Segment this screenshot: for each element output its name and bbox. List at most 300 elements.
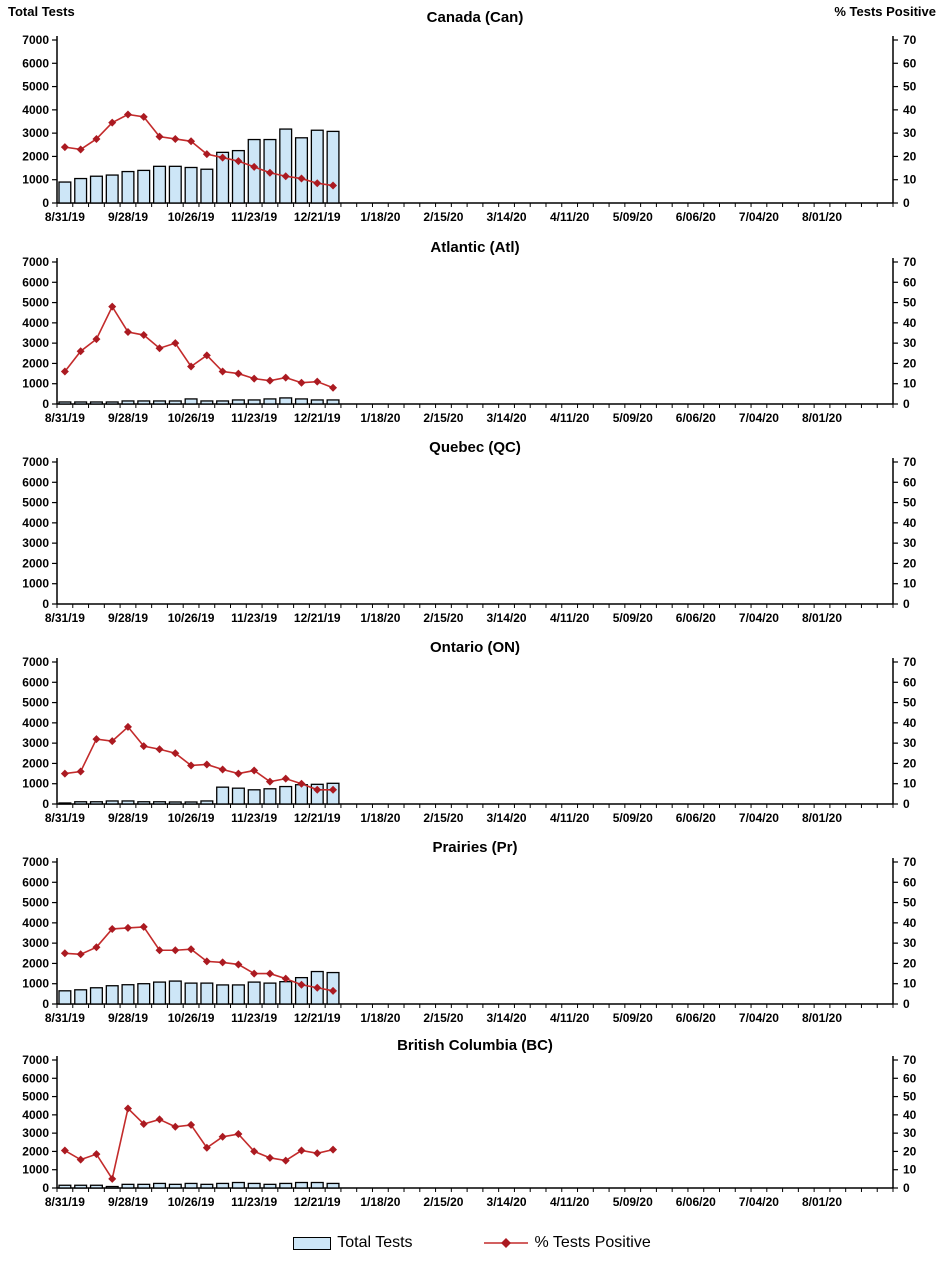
x-axis-tick-label: 10/26/19 [167,210,215,224]
left-axis-tick-label: 5000 [22,695,49,710]
x-axis-tick-label: 11/23/19 [231,1195,278,1209]
left-axis-tick-label: 7000 [22,33,49,47]
total-tests-bar [91,402,103,404]
total-tests-bar [138,984,150,1004]
total-tests-bar [59,991,71,1004]
x-axis-tick-label: 9/28/19 [107,611,149,625]
total-tests-bar [154,1183,166,1188]
x-axis-tick-label: 6/06/20 [675,611,716,625]
right-axis-tick-label: 20 [903,556,917,571]
total-tests-bar [280,398,292,404]
left-axis-tick-label: 1000 [22,776,49,791]
chart-atlantic [0,232,944,432]
total-tests-bar [138,170,150,203]
right-axis-tick-label: 60 [903,675,917,690]
pct-positive-marker [61,949,69,957]
right-axis-tick-label: 10 [903,376,917,391]
chart-canvas-canada [0,0,944,232]
left-axis-tick-label: 0 [42,997,49,1011]
x-axis-tick-label: 8/31/19 [44,611,85,625]
total-tests-bar [264,983,276,1004]
total-tests-bar [248,140,260,203]
total-tests-bar [75,802,87,804]
right-axis-tick-label: 30 [903,336,917,351]
pct-positive-marker [250,970,258,978]
pct-positive-marker [77,1156,85,1164]
total-tests-bar [169,401,181,404]
pct-positive-marker [313,378,321,386]
right-axis-tick-label: 40 [903,915,917,930]
left-axis-tick-label: 4000 [22,1107,49,1122]
left-axis-tick-label: 2000 [22,1144,49,1159]
right-axis-tick-label: 70 [903,855,917,869]
x-axis-tick-label: 12/21/19 [293,1195,341,1209]
right-axis-tick-label: 20 [903,1144,917,1159]
right-axis-tick-label: 40 [903,715,917,730]
x-axis-tick-label: 11/23/19 [231,210,278,224]
left-axis-tick-label: 1000 [22,376,49,391]
x-axis-tick-label: 8/31/19 [44,811,85,825]
right-axis-tick-label: 40 [903,1107,917,1122]
total-tests-bar [75,402,87,404]
pct-positive-marker [61,1147,69,1155]
right-axis-tick-label: 70 [903,255,917,269]
x-axis-tick-label: 7/04/20 [738,811,779,825]
pct-positive-swatch-canvas [483,1237,529,1249]
x-axis-tick-label: 3/14/20 [486,611,527,625]
right-axis-tick-label: 30 [903,1126,917,1141]
left-axis-tick-label: 0 [42,397,49,411]
pct-positive-marker [156,1115,164,1123]
total-tests-bar [91,988,103,1004]
total-tests-bar [327,1183,339,1188]
left-axis-tick-label: 3000 [22,336,49,351]
total-tests-bar [91,176,103,203]
x-axis-tick-label: 12/21/19 [293,611,341,625]
left-axis-tick-label: 2000 [22,149,49,164]
left-axis-tick-label: 3000 [22,736,49,751]
x-axis-tick-label: 8/01/20 [801,811,843,825]
total-tests-bar [327,131,339,203]
total-tests-bar [248,982,260,1004]
x-axis-tick-label: 2/15/20 [423,1195,464,1209]
x-axis-tick-label: 9/28/19 [107,811,149,825]
x-axis-tick-label: 6/06/20 [675,411,716,425]
total-tests-bar [201,801,213,804]
x-axis-tick-label: 1/18/20 [360,210,401,224]
left-axis-tick-label: 0 [42,1181,49,1195]
x-axis-tick-label: 8/31/19 [44,1011,85,1025]
x-axis-tick-label: 5/09/20 [612,811,653,825]
total-tests-bar [122,985,134,1004]
x-axis-tick-label: 1/18/20 [360,611,401,625]
total-tests-bar [185,167,197,203]
pct-positive-marker [282,374,290,382]
right-axis-tick-label: 30 [903,736,917,751]
total-tests-bar [233,788,245,804]
total-tests-bar [185,1183,197,1188]
x-axis-tick-label: 9/28/19 [107,1195,149,1209]
total-tests-bar [217,985,229,1004]
x-axis-tick-label: 5/09/20 [612,210,653,224]
right-axis-tick-label: 50 [903,1089,917,1104]
x-axis-tick-label: 6/06/20 [675,1011,716,1025]
right-axis-tick-label: 70 [903,455,917,469]
left-axis-tick-label: 5000 [22,1089,49,1104]
left-axis-tick-label: 7000 [22,455,49,469]
right-axis-tick-label: 70 [903,33,917,47]
total-tests-bar [185,802,197,804]
chart-title: Ontario (ON) [430,639,520,656]
x-axis-tick-label: 1/18/20 [360,1195,401,1209]
right-axis-header: % Tests Positive [834,4,936,19]
pct-positive-marker [203,760,211,768]
total-tests-bar [233,985,245,1004]
pct-positive-marker [266,970,274,978]
pct-positive-marker [234,960,242,968]
right-axis-tick-label: 10 [903,172,917,187]
total-tests-bar [264,399,276,404]
left-axis-tick-label: 7000 [22,255,49,269]
x-axis-tick-label: 7/04/20 [738,1195,779,1209]
x-axis-tick-label: 11/23/19 [231,611,278,625]
x-axis-tick-label: 3/14/20 [486,1195,527,1209]
total-tests-bar [264,789,276,804]
total-tests-bar [106,1187,118,1188]
chart-title: Atlantic (Atl) [430,239,520,256]
chart-title: Prairies (Pr) [432,839,518,856]
pct-positive-marker [219,766,227,774]
total-tests-bar [296,399,308,404]
chart-title: British Columbia (BC) [397,1037,553,1054]
right-axis-tick-label: 20 [903,149,917,164]
x-axis-tick-label: 4/11/20 [549,611,590,625]
left-axis-tick-label: 5000 [22,495,49,510]
left-axis-tick-label: 7000 [22,855,49,869]
legend-item-total-tests [293,1235,412,1251]
x-axis-tick-label: 8/31/19 [44,1195,85,1209]
x-axis-tick-label: 12/21/19 [293,1011,341,1025]
left-axis-tick-label: 4000 [22,315,49,330]
pct-positive-marker [108,303,116,311]
total-tests-bar [106,986,118,1004]
total-tests-bar [248,400,260,404]
x-axis-tick-label: 1/18/20 [360,411,401,425]
x-axis-tick-label: 2/15/20 [423,411,464,425]
x-axis-tick-label: 2/15/20 [423,811,464,825]
left-axis-tick-label: 1000 [22,576,49,591]
x-axis-tick-label: 8/01/20 [801,411,843,425]
pct-positive-marker [313,1149,321,1157]
x-axis-tick-label: 6/06/20 [675,811,716,825]
pct-positive-marker [297,1147,305,1155]
x-axis-tick-label: 7/04/20 [738,210,779,224]
x-axis-tick-label: 2/15/20 [423,1011,464,1025]
right-axis-tick-label: 50 [903,695,917,710]
right-axis-tick-label: 60 [903,275,917,290]
total-tests-bar [59,1185,71,1188]
total-tests-bar [280,982,292,1004]
total-tests-bar [169,1184,181,1188]
x-axis-tick-label: 8/31/19 [44,411,85,425]
pct-positive-line [65,115,333,186]
total-tests-swatch [293,1237,331,1250]
x-axis-tick-label: 8/31/19 [44,210,85,224]
x-axis-tick-label: 7/04/20 [738,1011,779,1025]
right-axis-tick-label: 0 [903,1181,910,1195]
left-axis-tick-label: 3000 [22,1126,49,1141]
left-axis-tick-label: 0 [42,196,49,210]
left-axis-tick-label: 6000 [22,275,49,290]
x-axis-tick-label: 4/11/20 [549,1011,590,1025]
x-axis-tick-label: 8/01/20 [801,210,843,224]
legend-pct-positive-label: % Tests Positive [534,1234,651,1251]
total-tests-bar [91,1185,103,1188]
right-axis-tick-label: 10 [903,576,917,591]
pct-positive-swatch [483,1237,529,1249]
total-tests-bar [154,982,166,1004]
x-axis-tick-label: 11/23/19 [231,411,278,425]
pct-positive-marker [124,924,132,932]
x-axis-tick-label: 2/15/20 [423,611,464,625]
right-axis-tick-label: 10 [903,776,917,791]
x-axis-tick-label: 4/11/20 [549,411,590,425]
total-tests-bar [248,790,260,804]
right-axis-tick-label: 30 [903,936,917,951]
left-axis-tick-label: 5000 [22,295,49,310]
left-axis-tick-label: 0 [42,797,49,811]
right-axis-tick-label: 0 [903,397,910,411]
total-tests-bar [217,787,229,804]
x-axis-tick-label: 5/09/20 [612,611,653,625]
total-tests-bar [311,1183,323,1188]
pct-positive-marker [61,143,69,151]
chart-ontario [0,632,944,832]
total-tests-bar [154,166,166,203]
x-axis-tick-label: 3/14/20 [486,210,527,224]
total-tests-bar [59,803,71,804]
x-axis-tick-label: 5/09/20 [612,1195,653,1209]
total-tests-bar [138,1184,150,1188]
total-tests-bar [311,400,323,404]
right-axis-tick-label: 70 [903,1053,917,1067]
total-tests-bar [201,983,213,1004]
left-axis-header: Total Tests [8,4,75,19]
total-tests-bar [169,981,181,1004]
total-tests-bar [122,401,134,404]
legend-item-pct-positive [483,1235,651,1251]
right-axis-tick-label: 20 [903,356,917,371]
total-tests-bar [122,172,134,203]
left-axis-tick-label: 5000 [22,79,49,94]
legend [0,1218,944,1264]
total-tests-bar [169,802,181,804]
pct-positive-marker [156,745,164,753]
x-axis-tick-label: 8/01/20 [801,1011,843,1025]
total-tests-bar [138,401,150,404]
x-axis-tick-label: 12/21/19 [293,411,341,425]
x-axis-tick-label: 10/26/19 [167,811,215,825]
x-axis-tick-label: 6/06/20 [675,210,716,224]
right-axis-tick-label: 50 [903,495,917,510]
x-axis-tick-label: 3/14/20 [486,811,527,825]
left-axis-tick-label: 6000 [22,1071,49,1086]
total-tests-bar [138,802,150,804]
right-axis-tick-label: 60 [903,875,917,890]
total-tests-bar [106,175,118,203]
total-tests-bar [233,1183,245,1188]
right-axis-tick-label: 20 [903,756,917,771]
left-axis-tick-label: 3000 [22,936,49,951]
total-tests-bar [91,802,103,804]
right-axis-tick-label: 50 [903,895,917,910]
left-axis-tick-label: 3000 [22,126,49,141]
left-axis-tick-label: 7000 [22,1053,49,1067]
x-axis-tick-label: 10/26/19 [167,1195,215,1209]
pct-positive-marker [266,1154,274,1162]
pct-positive-line [65,307,333,388]
pct-positive-marker [124,111,132,119]
total-tests-bar [264,1184,276,1188]
x-axis-tick-label: 5/09/20 [612,1011,653,1025]
x-axis-tick-label: 9/28/19 [107,411,149,425]
right-axis-tick-label: 0 [903,997,910,1011]
right-axis-tick-label: 20 [903,956,917,971]
x-axis-tick-label: 3/14/20 [486,411,527,425]
pct-positive-line [65,927,333,991]
x-axis-tick-label: 10/26/19 [167,411,215,425]
left-axis-tick-label: 2000 [22,556,49,571]
left-axis-tick-label: 6000 [22,56,49,71]
x-axis-tick-label: 11/23/19 [231,811,278,825]
total-tests-bar [327,400,339,404]
left-axis-tick-label: 2000 [22,956,49,971]
pct-positive-marker [266,377,274,385]
right-axis-tick-label: 40 [903,315,917,330]
pct-positive-marker [124,328,132,336]
right-axis-tick-label: 0 [903,797,910,811]
right-axis-tick-label: 60 [903,1071,917,1086]
pct-positive-marker [108,1175,116,1183]
total-tests-bar [185,399,197,404]
chart-canada [0,0,944,232]
total-tests-bar [75,990,87,1004]
left-axis-tick-label: 1000 [22,172,49,187]
chart-canvas-ontario [0,632,944,832]
pct-positive-marker [250,375,258,383]
total-tests-bar [106,402,118,404]
pct-positive-marker [234,370,242,378]
pct-positive-marker [77,950,85,958]
x-axis-tick-label: 12/21/19 [293,811,341,825]
left-axis-tick-label: 5000 [22,895,49,910]
pct-positive-marker [171,1123,179,1131]
chart-title: Quebec (QC) [429,439,521,456]
x-axis-tick-label: 7/04/20 [738,611,779,625]
legend-marker-sample [501,1238,511,1248]
total-tests-bar [280,129,292,203]
right-axis-tick-label: 30 [903,126,917,141]
x-axis-tick-label: 7/04/20 [738,411,779,425]
right-axis-tick-label: 60 [903,475,917,490]
pct-positive-marker [92,1150,100,1158]
x-axis-tick-label: 9/28/19 [107,1011,149,1025]
right-axis-tick-label: 60 [903,56,917,71]
total-tests-bar [169,166,181,203]
pct-positive-marker [219,958,227,966]
left-axis-tick-label: 4000 [22,715,49,730]
x-axis-tick-label: 4/11/20 [549,811,590,825]
total-tests-bar [296,138,308,203]
right-axis-tick-label: 10 [903,976,917,991]
left-axis-tick-label: 4000 [22,515,49,530]
total-tests-bar [59,182,71,203]
total-tests-bar [122,801,134,804]
right-axis-tick-label: 50 [903,295,917,310]
pct-positive-marker [234,770,242,778]
pct-positive-marker [297,379,305,387]
total-tests-bar [75,179,87,203]
left-axis-tick-label: 6000 [22,675,49,690]
pct-positive-marker [282,1157,290,1165]
total-tests-bar [59,402,71,404]
total-tests-bar [217,1183,229,1188]
pct-positive-marker [61,770,69,778]
left-axis-tick-label: 3000 [22,536,49,551]
x-axis-tick-label: 1/18/20 [360,811,401,825]
chart-canvas-atlantic [0,232,944,432]
x-axis-tick-label: 5/09/20 [612,411,653,425]
total-tests-bar [280,1183,292,1188]
pct-positive-line [65,1108,333,1178]
pct-positive-marker [77,768,85,776]
pct-positive-marker [329,1146,337,1154]
total-tests-bar [233,400,245,404]
pct-positive-marker [92,735,100,743]
pct-positive-marker [171,135,179,143]
chart-canvas-prairies [0,832,944,1032]
right-axis-tick-label: 30 [903,536,917,551]
total-tests-bar [154,401,166,404]
total-tests-bar [201,401,213,404]
pct-positive-marker [329,384,337,392]
left-axis-tick-label: 7000 [22,655,49,669]
right-axis-tick-label: 0 [903,597,910,611]
chart-british-columbia [0,1032,944,1218]
left-axis-tick-label: 4000 [22,102,49,117]
left-axis-tick-label: 2000 [22,356,49,371]
right-axis-tick-label: 0 [903,196,910,210]
total-tests-bar [122,1184,134,1188]
total-tests-bar [106,801,118,804]
pct-positive-marker [282,775,290,783]
x-axis-tick-label: 10/26/19 [167,611,215,625]
total-tests-bar [201,1184,213,1188]
total-tests-bar [201,169,213,203]
x-axis-tick-label: 9/28/19 [107,210,149,224]
x-axis-tick-label: 10/26/19 [167,1011,215,1025]
total-tests-bar [248,1183,260,1188]
chart-canvas-quebec [0,432,944,632]
total-tests-bar [75,1185,87,1188]
left-axis-tick-label: 6000 [22,875,49,890]
right-axis-tick-label: 70 [903,655,917,669]
left-axis-tick-label: 1000 [22,1162,49,1177]
x-axis-tick-label: 1/18/20 [360,1011,401,1025]
x-axis-tick-label: 3/14/20 [486,1011,527,1025]
pct-positive-marker [171,946,179,954]
x-axis-tick-label: 4/11/20 [549,1195,590,1209]
